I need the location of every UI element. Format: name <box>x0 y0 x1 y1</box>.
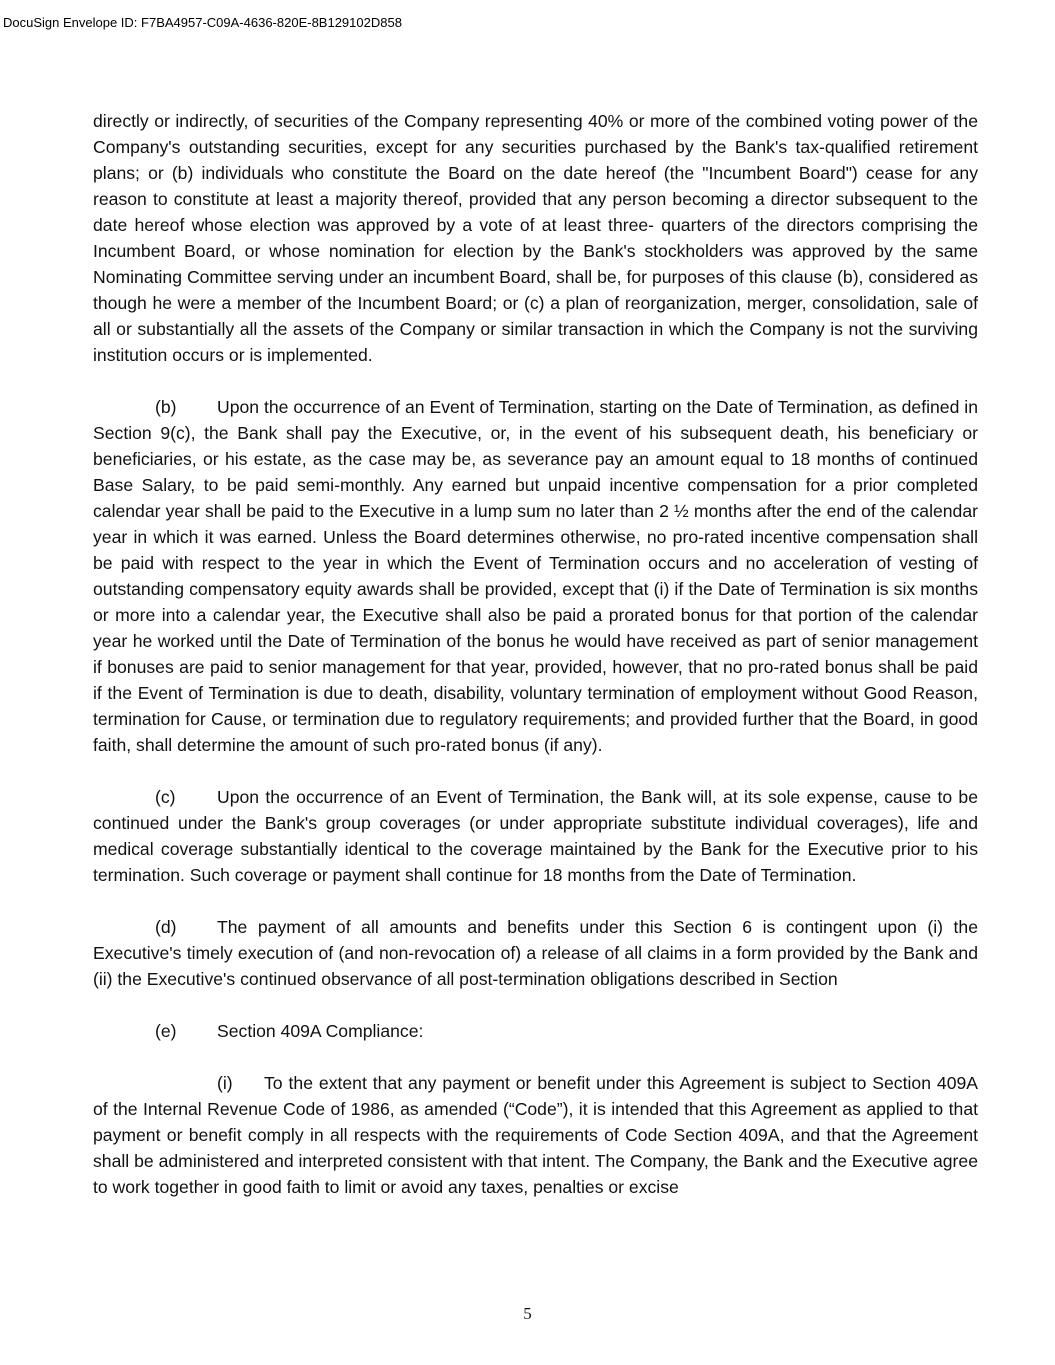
paragraph-b-label: (b) <box>155 397 177 417</box>
paragraph-d-text: The payment of all amounts and benefits under this Section 6 is contingent upon (i) the Executive's timely execution of (and non-revocation of) a release of all claims in a form provided by the Bank and (ii) the Executive's continued observance of all post-termination obligations described in Section <box>93 917 978 989</box>
paragraph-c <box>93 784 978 888</box>
paragraph-b-text: Upon the occurrence of an Event of Termination, starting on the Date of Termination, as defined in Section 9(c), the Bank shall pay the Executive, or, in the event of his subsequent death, his beneficiary or beneficiaries, or his estate, as the case may be, as severance pay an amount equal to 18 months of continued Base Salary, to be paid semi-monthly. Any earned but unpaid incentive compensation for a prior completed calendar year shall be paid to the Executive in a lump sum no later than 2 ½ months after the end of the calendar year in which it was earned. Unless the Board determines otherwise, no pro-rated incentive compensation shall be paid with respect to the year in which the Event of Termination occurs and no acceleration of vesting of outstanding compensatory equity awards shall be provided, except that (i) if the Date of Termination is six months or more into a calendar year, the Executive shall also be paid a prorated bonus for that portion of the calendar year he worked until the Date of Termination of the bonus he would have received as part of senior management if bonuses are paid to senior management for that year, provided, however, that no pro-rated bonus shall be paid if the Event of Termination is due to death, disability, voluntary termination of employment without Good Reason, termination for Cause, or termination due to regulatory requirements; and provided further that the Board, in good faith, shall determine the amount of such pro-rated bonus (if any). <box>93 397 978 755</box>
paragraph-d-label: (d) <box>155 917 177 937</box>
paragraph-e-i-label: (i) <box>217 1073 233 1093</box>
paragraph-e <box>93 1018 978 1044</box>
paragraph-e-i-text: To the extent that any payment or benefit under this Agreement is subject to Section 409A of the Internal Revenue Code of 1986, as amended (“Code”), it is intended that this Agreement as applied to that payment or benefit comply in all respects with the requirements of Code Section 409A, and that the Agreement shall be administered and interpreted consistent with that intent. The Company, the Bank and the Executive agree to work together in good faith to limit or avoid any taxes, penalties or excise <box>93 1073 978 1197</box>
paragraph-e-i <box>93 1070 978 1200</box>
paragraph-c-text: Upon the occurrence of an Event of Termination, the Bank will, at its sole expense, cause to be continued under the Bank's group coverages (or under appropriate substitute individual coverages), life and medical coverage substantially identical to the coverage maintained by the Bank for the Executive prior to his termination. Such coverage or payment shall continue for 18 months from the Date of Termination. <box>93 787 978 885</box>
page-number: 5 <box>523 1304 532 1323</box>
paragraph-e-text: Section 409A Compliance: <box>217 1021 424 1041</box>
paragraph-d <box>93 914 978 992</box>
docusign-envelope-id: DocuSign Envelope ID: F7BA4957-C09A-4636-820E-8B129102D858 <box>3 15 402 30</box>
paragraph-c-label: (c) <box>155 787 176 807</box>
document-body <box>93 108 978 1200</box>
paragraph-b <box>93 394 978 758</box>
paragraph-e-label: (e) <box>155 1021 177 1041</box>
paragraph-continuation: directly or indirectly, of securities of the Company representing 40% or more of the combined voting power of the Company's outstanding securities, except for any securities purchased by the Bank's tax-qualified retirement plans; or (b) individuals who constitute the Board on the date hereof (the "Incumbent Board") cease for any reason to constitute at least a majority thereof, provided that any person becoming a director subsequent to the date hereof whose election was approved by a vote of at least three- quarters of the directors comprising the Incumbent Board, or whose nomination for election by the Bank's stockholders was approved by the same Nominating Committee serving under an incumbent Board, shall be, for purposes of this clause (b), considered as though he were a member of the Incumbent Board; or (c) a plan of reorganization, merger, consolidation, sale of all or substantially all the assets of the Company or similar transaction in which the Company is not the surviving institution occurs or is implemented. <box>93 111 978 365</box>
